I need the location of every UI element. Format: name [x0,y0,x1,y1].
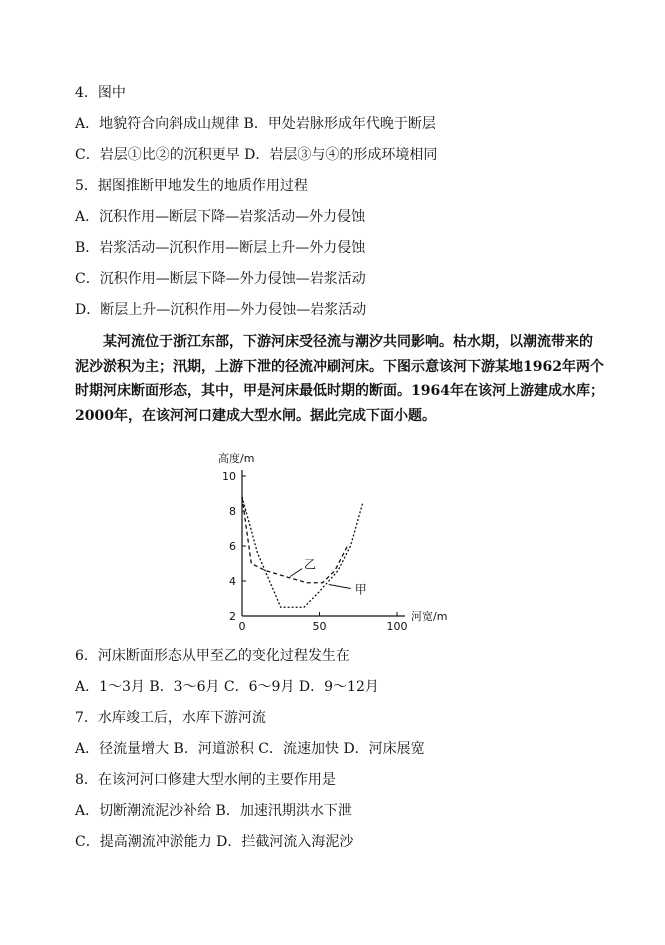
y-axis-label: 高度/m [218,452,255,465]
x-tick-label: 0 [238,620,246,633]
q5-option-c: C．沉积作用—断层下降—外力侵蚀—岩浆活动 [75,271,366,287]
river-cross-section-chart [210,452,460,642]
chart-series [242,497,363,607]
y-tick-label: 4 [229,575,236,588]
q4-stem: 4．图中 [75,85,126,101]
reading-passage: 某河流位于浙江东部，下游河床受径流与潮汐共同影响。枯水期，以潮流带来的泥沙淤积为主；汛期，上游下泄的径流冲刷河床。下图示意该河下游某地1962年两个时期河床断面形态，其中，甲是河床最低时期的断面。1964年在该河上游建成水库；2000年，在该河河口建成大型水闸。据此完成下面小题。 [75,334,604,424]
x-tick-label: 50 [312,620,327,633]
q6-options: A．1～3月 B．3～6月 C．6～9月 D．9～12月 [75,679,379,695]
x-axis-label: 河宽/m [411,610,448,623]
series-label-jia: 甲 [354,582,367,597]
x-tick-label: 100 [386,620,408,633]
leader-line-yi [290,569,302,577]
y-tick-label: 2 [229,610,236,623]
q7-options: A．径流量增大 B．河道淤积 C．流速加快 D．河床展宽 [75,741,425,757]
chart-axes [242,470,405,616]
q6-stem: 6．河床断面形态从甲至乙的变化过程发生在 [75,648,350,664]
leader-line-jia [329,585,351,589]
q4-option-ab: A．地貌符合向斜成山规律 B．甲处岩脉形成年代晚于断层 [75,116,436,132]
q8-option-ab: A．切断潮流泥沙补给 B．加速汛期洪水下泄 [75,803,352,819]
q4-option-cd: C．岩层①比②的沉积更早 D．岩层③与④的形成环境相同 [75,147,438,163]
q5-option-d: D．断层上升—沉积作用—外力侵蚀—岩浆活动 [75,302,367,318]
series-line-jia [242,497,363,607]
q5-option-b: B．岩浆活动—沉积作用—断层上升—外力侵蚀 [75,240,366,256]
q7-stem: 7．水库竣工后，水库下游河流 [75,710,266,726]
y-tick-label: 6 [229,540,236,553]
q5-stem: 5．据图推断甲地发生的地质作用过程 [75,178,308,194]
chart-labels [218,452,447,633]
q5-option-a: A．沉积作用—断层下降—岩浆活动—外力侵蚀 [75,209,366,225]
q8-stem: 8．在该河河口修建大型水闸的主要作用是 [75,772,336,788]
series-line-yi [242,497,347,583]
y-tick-label: 10 [222,470,236,483]
y-tick-label: 8 [229,505,236,518]
q8-option-cd: C．提高潮流冲淤能力 D．拦截河流入海泥沙 [75,834,354,850]
series-label-yi: 乙 [304,557,317,572]
